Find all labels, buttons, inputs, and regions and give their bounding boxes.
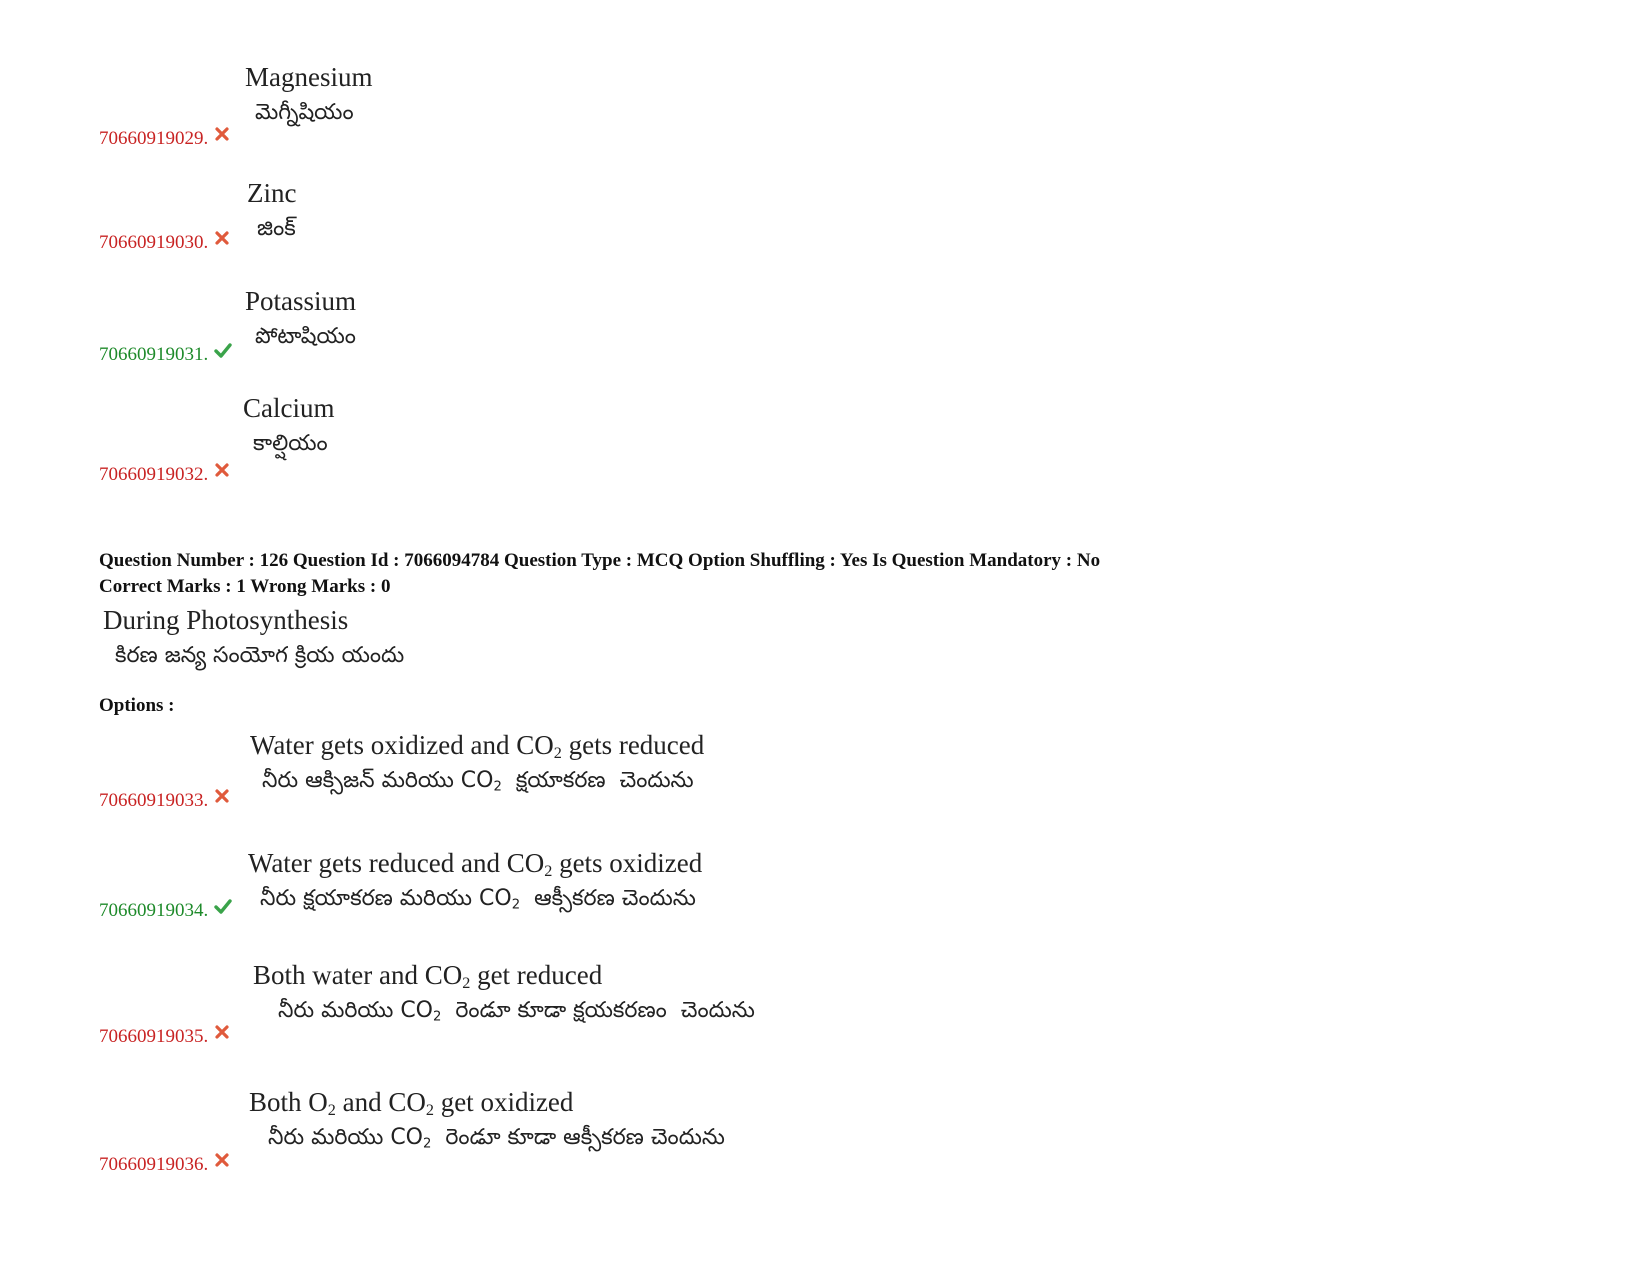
- cross-icon: [214, 788, 230, 804]
- cross-icon: [214, 230, 230, 246]
- options-label: Options :: [99, 695, 175, 716]
- option-text-part: get reduced: [470, 960, 603, 990]
- option-text-part: నీరు మరియు CO: [278, 998, 433, 1023]
- option-text-part: and CO: [335, 1087, 426, 1117]
- subscript: 2: [423, 1136, 432, 1152]
- option-text-en: Potassium: [245, 286, 357, 316]
- option-text-te: కాల్షియం: [253, 431, 328, 456]
- subscript: 2: [462, 974, 471, 993]
- option-text-part: gets reduced: [561, 730, 705, 760]
- option-id: [99, 1152, 230, 1176]
- subscript: 2: [327, 1101, 336, 1120]
- option-id: [99, 788, 230, 812]
- option-text-en: [248, 848, 702, 881]
- cross-icon: [214, 462, 230, 478]
- option-id-label: 70660919030.: [99, 232, 209, 253]
- cross-icon: [214, 1152, 230, 1168]
- option-id-label: 70660919034.: [99, 900, 209, 921]
- option-text-en: Calcium: [243, 393, 335, 423]
- option-text-te: జింక్: [257, 216, 296, 241]
- option-text-part: నీరు ఆక్సిజన్ మరియు CO: [262, 768, 494, 793]
- subscript: 2: [425, 1101, 434, 1120]
- option-text-part: నీరు మరియు CO: [268, 1125, 423, 1150]
- subscript: 2: [433, 1009, 442, 1025]
- option-text-part: క్షయాకరణ చెందును: [501, 768, 694, 793]
- question-text-en: During Photosynthesis: [103, 605, 349, 635]
- option-text-part: Water gets reduced and CO: [248, 848, 545, 878]
- option-text-part: రెండూ కూడా ఆక్సీకరణ చెందును: [431, 1125, 725, 1150]
- subscript: 2: [553, 744, 562, 763]
- subscript: 2: [511, 897, 521, 913]
- option-id-label: 70660919035.: [99, 1026, 209, 1047]
- option-text-te: [260, 886, 696, 916]
- option-id: [99, 1024, 230, 1048]
- option-text-part: రెండూ కూడా క్షయకరణం చెందును: [441, 998, 755, 1023]
- option-id-label: 70660919029.: [99, 128, 209, 149]
- question-meta-line1: Question Number : 126 Question Id : 7066094784 Question Type : MCQ Option Shuffling : Yes Is Question Mandatory : No: [99, 550, 1101, 571]
- option-text-te: పోటాషియం: [255, 324, 356, 349]
- question-text-te: కిరణ జన్య సంయోగ క్రియ యందు: [115, 643, 405, 668]
- option-text-part: నీరు క్షయాకరణ మరియు CO: [260, 886, 512, 911]
- option-id: [99, 898, 230, 922]
- option-id: [99, 342, 230, 366]
- option-text-en: Magnesium: [245, 62, 373, 92]
- option-id: [99, 230, 230, 254]
- option-text-te: [262, 768, 694, 798]
- subscript: 2: [493, 779, 502, 795]
- option-text-part: gets oxidized: [552, 848, 703, 878]
- option-id-label: 70660919033.: [99, 790, 209, 811]
- check-icon: [214, 898, 230, 914]
- option-text-te: [278, 998, 755, 1028]
- option-text-te: మెగ్నీషియం: [255, 100, 354, 125]
- option-text-part: ఆక్సీకరణ చెందును: [520, 886, 696, 911]
- option-text-en: [253, 960, 602, 993]
- option-text-part: Both O: [249, 1087, 328, 1117]
- subscript: 2: [544, 862, 553, 881]
- option-id-label: 70660919032.: [99, 464, 209, 485]
- option-id-label: 70660919031.: [99, 344, 209, 365]
- cross-icon: [214, 1024, 230, 1040]
- option-text-part: Water gets oxidized and CO: [250, 730, 554, 760]
- option-text-en: [249, 1087, 573, 1120]
- option-id: [99, 126, 230, 150]
- option-id: [99, 462, 230, 486]
- option-text-part: get oxidized: [433, 1087, 574, 1117]
- option-text-en: [250, 730, 704, 763]
- question-meta-line2: Correct Marks : 1 Wrong Marks : 0: [99, 576, 391, 597]
- option-text-te: [268, 1125, 725, 1155]
- option-text-en: Zinc: [247, 178, 297, 208]
- check-icon: [214, 342, 230, 358]
- option-id-label: 70660919036.: [99, 1154, 209, 1175]
- cross-icon: [214, 126, 230, 142]
- option-text-part: Both water and CO: [253, 960, 463, 990]
